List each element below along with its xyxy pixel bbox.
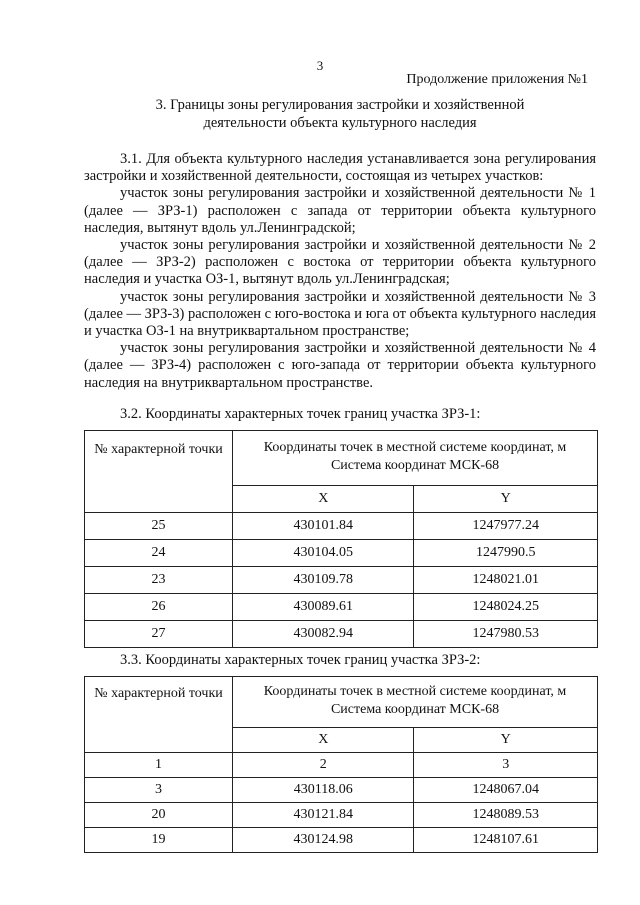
- y-value: 1248067.04: [414, 778, 598, 803]
- table-row: [85, 513, 598, 540]
- x-value: 430101.84: [233, 513, 414, 540]
- x-value: 430121.84: [233, 803, 414, 828]
- y-value: 1247990.5: [414, 540, 598, 567]
- x-value: 2: [233, 753, 414, 778]
- paragraph-item-1: участок зоны регулирования застройки и хозяйственной деятельности № 1 (далее — ЗРЗ-1) расположен с запада от территории объекта культурного наследия, вытянут вдоль ул.Ленинградской;: [84, 185, 596, 236]
- table-row: [85, 567, 598, 594]
- header-y: Y: [414, 728, 598, 753]
- y-value: 1247977.24: [414, 513, 598, 540]
- header-x: X: [233, 728, 414, 753]
- header-point: № характерной точки: [85, 431, 233, 513]
- appendix-label: Продолжение приложения №1: [406, 72, 588, 87]
- body-text: [84, 151, 596, 392]
- table-row: [85, 778, 598, 803]
- x-value: 430082.94: [233, 621, 414, 648]
- table-row: [85, 753, 598, 778]
- point-number: 27: [85, 621, 233, 648]
- y-value: 3: [414, 753, 598, 778]
- point-number: 1: [85, 753, 233, 778]
- y-value: 1248021.01: [414, 567, 598, 594]
- point-number: 24: [85, 540, 233, 567]
- header-y: Y: [414, 486, 598, 513]
- section-title: [80, 96, 600, 132]
- header-coords: Координаты точек в местной системе координат, м Система координат МСК-68: [233, 677, 598, 728]
- paragraph-item-3: участок зоны регулирования застройки и хозяйственной деятельности № 3 (далее — ЗРЗ-3) расположен с юго-востока и юга от объекта культурного наследия и участка ОЗ-1 на внутриквартальном пространстве;: [84, 288, 596, 340]
- caption-3-2: 3.2. Координаты характерных точек границ участка ЗРЗ-1:: [120, 406, 481, 422]
- coordinates-table-zrz1: [84, 430, 598, 648]
- page-number: 3: [316, 58, 324, 73]
- section-title-line2: деятельности объекта культурного наследия: [203, 115, 477, 131]
- paragraph-item-4: участок зоны регулирования застройки и хозяйственной деятельности № 4 (далее — ЗРЗ-4) расположен с юго-запада от территории объекта культурного наследия на внутриквартальном пространстве.: [84, 340, 596, 391]
- header-point: № характерной точки: [85, 677, 233, 753]
- point-number: 23: [85, 567, 233, 594]
- point-number: 20: [85, 803, 233, 828]
- point-number: 26: [85, 594, 233, 621]
- x-value: 430124.98: [233, 828, 414, 853]
- point-number: 3: [85, 778, 233, 803]
- point-number: 19: [85, 828, 233, 853]
- x-value: 430109.78: [233, 567, 414, 594]
- table-row: [85, 803, 598, 828]
- table-row: [85, 621, 598, 648]
- section-title-line1: 3. Границы зоны регулирования застройки и хозяйственной: [155, 97, 525, 113]
- point-number: 25: [85, 513, 233, 540]
- x-value: 430089.61: [233, 594, 414, 621]
- y-value: 1248089.53: [414, 803, 598, 828]
- x-value: 430118.06: [233, 778, 414, 803]
- table-row: [85, 594, 598, 621]
- table-row: [85, 828, 598, 853]
- header-coords: Координаты точек в местной системе координат, м Система координат МСК-68: [233, 431, 598, 486]
- paragraph-3-1: 3.1. Для объекта культурного наследия устанавливается зона регулирования застройки и хозяйственной деятельности, состоящая из четырех участков:: [84, 151, 596, 185]
- paragraph-item-2: участок зоны регулирования застройки и хозяйственной деятельности № 2 (далее — ЗРЗ-2) расположен с востока от территории объекта культурного наследия и участка ОЗ-1, вытянут вдоль ул.Ленинградская;: [84, 237, 596, 288]
- y-value: 1247980.53: [414, 621, 598, 648]
- table-row: [85, 540, 598, 567]
- y-value: 1248024.25: [414, 594, 598, 621]
- x-value: 430104.05: [233, 540, 414, 567]
- caption-3-3: 3.3. Координаты характерных точек границ участка ЗРЗ-2:: [120, 652, 481, 668]
- coordinates-table-zrz2: [84, 676, 598, 853]
- y-value: 1248107.61: [414, 828, 598, 853]
- header-x: X: [233, 486, 414, 513]
